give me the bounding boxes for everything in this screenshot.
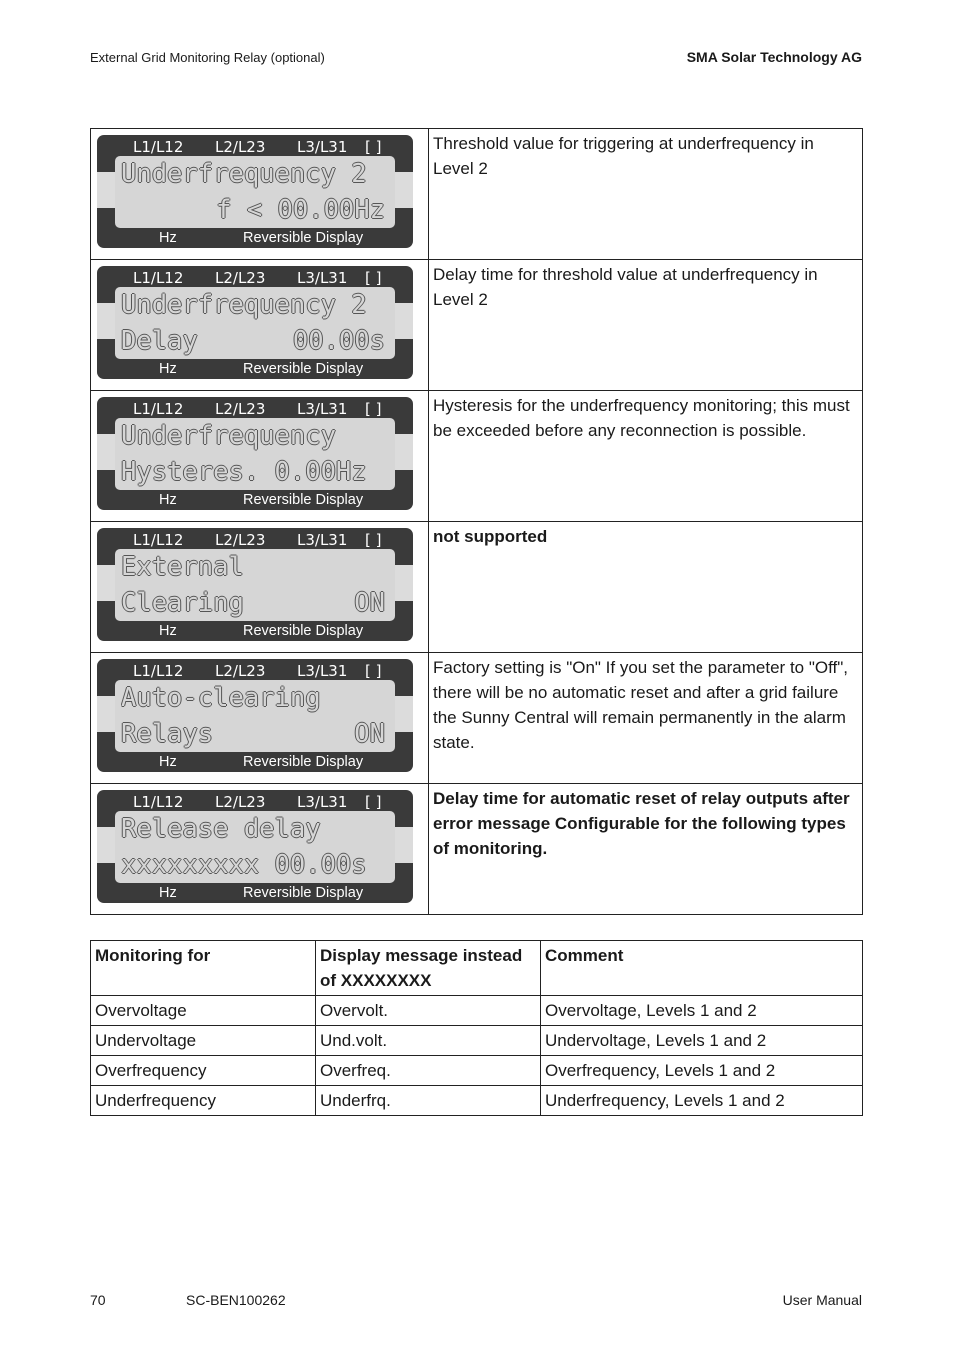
display-mode-label: Reversible Display bbox=[243, 754, 364, 770]
parameter-description: Hysteresis for the underfrequency monitoring; this must be exceeded before any reconnection is possible. bbox=[429, 391, 863, 522]
parameter-description: not supported bbox=[429, 522, 863, 653]
indicator-l2: L2/L23 bbox=[215, 269, 266, 287]
display-line-1: Underfrequency 2 bbox=[121, 159, 367, 189]
display-unit-label: Hz bbox=[159, 492, 177, 508]
display-unit-label: Hz bbox=[159, 623, 177, 639]
display-tick-left bbox=[97, 172, 115, 208]
display-mode-label: Reversible Display bbox=[243, 885, 364, 901]
display-tick-right bbox=[395, 172, 413, 208]
document-type: User Manual bbox=[782, 1292, 862, 1308]
display-tick-left bbox=[97, 434, 115, 470]
parameter-row bbox=[91, 260, 863, 391]
lcd-display bbox=[97, 528, 413, 641]
comment: Underfrequency, Levels 1 and 2 bbox=[541, 1086, 863, 1116]
display-line-2 bbox=[121, 324, 385, 358]
monitoring-type: Overfrequency bbox=[91, 1056, 316, 1086]
indicator-bracket: [ ] bbox=[365, 531, 382, 549]
display-cell bbox=[91, 784, 429, 915]
indicator-bracket: [ ] bbox=[365, 662, 382, 680]
indicator-bracket: [ ] bbox=[365, 793, 382, 811]
display-cell bbox=[91, 260, 429, 391]
parameter-row bbox=[91, 129, 863, 260]
display-line-2 bbox=[121, 717, 385, 751]
parameter-row bbox=[91, 391, 863, 522]
lcd-screen bbox=[115, 811, 395, 883]
monitoring-table-header bbox=[91, 941, 863, 996]
display-mode-label: Reversible Display bbox=[243, 361, 364, 377]
display-message: Overfreq. bbox=[316, 1056, 541, 1086]
comment: Undervoltage, Levels 1 and 2 bbox=[541, 1026, 863, 1056]
table-row bbox=[91, 1086, 863, 1116]
parameter-row bbox=[91, 784, 863, 915]
display-line-1: Underfrequency bbox=[121, 421, 336, 451]
display-message: Overvolt. bbox=[316, 996, 541, 1026]
display-tick-right bbox=[395, 696, 413, 732]
display-cell bbox=[91, 391, 429, 522]
indicator-l1: L1/L12 bbox=[133, 269, 184, 287]
display-line-2: Hysteres. 0.00Hz bbox=[121, 457, 367, 487]
display-tick-left bbox=[97, 696, 115, 732]
display-tick-left bbox=[97, 303, 115, 339]
display-line-1: Auto-clearing bbox=[121, 683, 321, 713]
display-line-2-label: Relays bbox=[121, 719, 214, 749]
indicator-l2: L2/L23 bbox=[215, 138, 266, 156]
display-line-2-value: ON bbox=[354, 719, 385, 749]
parameter-description: Threshold value for triggering at underfrequency in Level 2 bbox=[429, 129, 863, 260]
display-line-1: External bbox=[121, 552, 244, 582]
monitoring-type: Overvoltage bbox=[91, 996, 316, 1026]
document-code: SC-BEN100262 bbox=[186, 1292, 286, 1308]
parameter-description: Delay time for automatic reset of relay outputs after error message Configurable for the following types of monitoring. bbox=[429, 784, 863, 915]
indicator-l2: L2/L23 bbox=[215, 531, 266, 549]
indicator-l2: L2/L23 bbox=[215, 400, 266, 418]
display-line-1: Release delay bbox=[121, 814, 321, 844]
indicator-bracket: [ ] bbox=[365, 138, 382, 156]
display-tick-right bbox=[395, 827, 413, 863]
header-display-message: Display message instead of XXXXXXXX bbox=[316, 941, 541, 996]
display-mode-label: Reversible Display bbox=[243, 492, 364, 508]
display-cell bbox=[91, 522, 429, 653]
display-unit-label: Hz bbox=[159, 361, 177, 377]
display-line-1: Underfrequency 2 bbox=[121, 290, 367, 320]
display-cell bbox=[91, 129, 429, 260]
display-unit-label: Hz bbox=[159, 885, 177, 901]
display-tick-right bbox=[395, 434, 413, 470]
lcd-display bbox=[97, 266, 413, 379]
indicator-l1: L1/L12 bbox=[133, 531, 184, 549]
indicator-bracket: [ ] bbox=[365, 400, 382, 418]
indicator-l2: L2/L23 bbox=[215, 662, 266, 680]
monitoring-type: Underfrequency bbox=[91, 1086, 316, 1116]
display-tick-left bbox=[97, 827, 115, 863]
lcd-screen bbox=[115, 680, 395, 752]
header-monitoring-for: Monitoring for bbox=[91, 941, 316, 996]
display-cell bbox=[91, 653, 429, 784]
lcd-display bbox=[97, 397, 413, 510]
lcd-display bbox=[97, 135, 413, 248]
display-line-2-label: Clearing bbox=[121, 588, 244, 618]
display-mode-label: Reversible Display bbox=[243, 230, 364, 246]
indicator-l3: L3/L31 bbox=[297, 531, 348, 549]
indicator-l3: L3/L31 bbox=[297, 138, 348, 156]
comment: Overfrequency, Levels 1 and 2 bbox=[541, 1056, 863, 1086]
lcd-display bbox=[97, 659, 413, 772]
parameter-table bbox=[90, 128, 863, 915]
display-line-2-value: ON bbox=[354, 588, 385, 618]
header-comment: Comment bbox=[541, 941, 863, 996]
display-line-2-value: 00.00s bbox=[292, 326, 385, 356]
comment: Overvoltage, Levels 1 and 2 bbox=[541, 996, 863, 1026]
indicator-l1: L1/L12 bbox=[133, 793, 184, 811]
indicator-l1: L1/L12 bbox=[133, 400, 184, 418]
display-message: Und.volt. bbox=[316, 1026, 541, 1056]
indicator-l2: L2/L23 bbox=[215, 793, 266, 811]
indicator-l1: L1/L12 bbox=[133, 662, 184, 680]
monitoring-table bbox=[90, 940, 863, 1116]
indicator-l3: L3/L31 bbox=[297, 793, 348, 811]
indicator-l3: L3/L31 bbox=[297, 662, 348, 680]
display-tick-right bbox=[395, 303, 413, 339]
table-row bbox=[91, 1056, 863, 1086]
display-line-2-label: Delay bbox=[121, 326, 198, 356]
lcd-screen bbox=[115, 287, 395, 359]
monitoring-type: Undervoltage bbox=[91, 1026, 316, 1056]
lcd-screen bbox=[115, 549, 395, 621]
running-header-company: SMA Solar Technology AG bbox=[686, 49, 862, 65]
table-row bbox=[91, 996, 863, 1026]
display-unit-label: Hz bbox=[159, 230, 177, 246]
display-line-2: f < 00.00Hz bbox=[216, 195, 385, 225]
lcd-screen bbox=[115, 418, 395, 490]
display-tick-left bbox=[97, 565, 115, 601]
parameter-description: Factory setting is "On" If you set the parameter to "Off", there will be no automatic reset and after a grid failure the Sunny Central will remain permanently in the alarm state. bbox=[429, 653, 863, 784]
parameter-description: Delay time for threshold value at underfrequency in Level 2 bbox=[429, 260, 863, 391]
display-mode-label: Reversible Display bbox=[243, 623, 364, 639]
display-message: Underfrq. bbox=[316, 1086, 541, 1116]
indicator-l1: L1/L12 bbox=[133, 138, 184, 156]
display-tick-right bbox=[395, 565, 413, 601]
indicator-l3: L3/L31 bbox=[297, 400, 348, 418]
running-header-title: External Grid Monitoring Relay (optional) bbox=[90, 50, 325, 65]
display-unit-label: Hz bbox=[159, 754, 177, 770]
parameter-row bbox=[91, 653, 863, 784]
lcd-display bbox=[97, 790, 413, 903]
display-line-2 bbox=[121, 586, 385, 620]
display-line-2: xxxxxxxxx 00.00s bbox=[121, 850, 367, 880]
indicator-bracket: [ ] bbox=[365, 269, 382, 287]
indicator-l3: L3/L31 bbox=[297, 269, 348, 287]
parameter-row bbox=[91, 522, 863, 653]
table-row bbox=[91, 1026, 863, 1056]
lcd-screen bbox=[115, 156, 395, 228]
page-number: 70 bbox=[90, 1292, 106, 1308]
